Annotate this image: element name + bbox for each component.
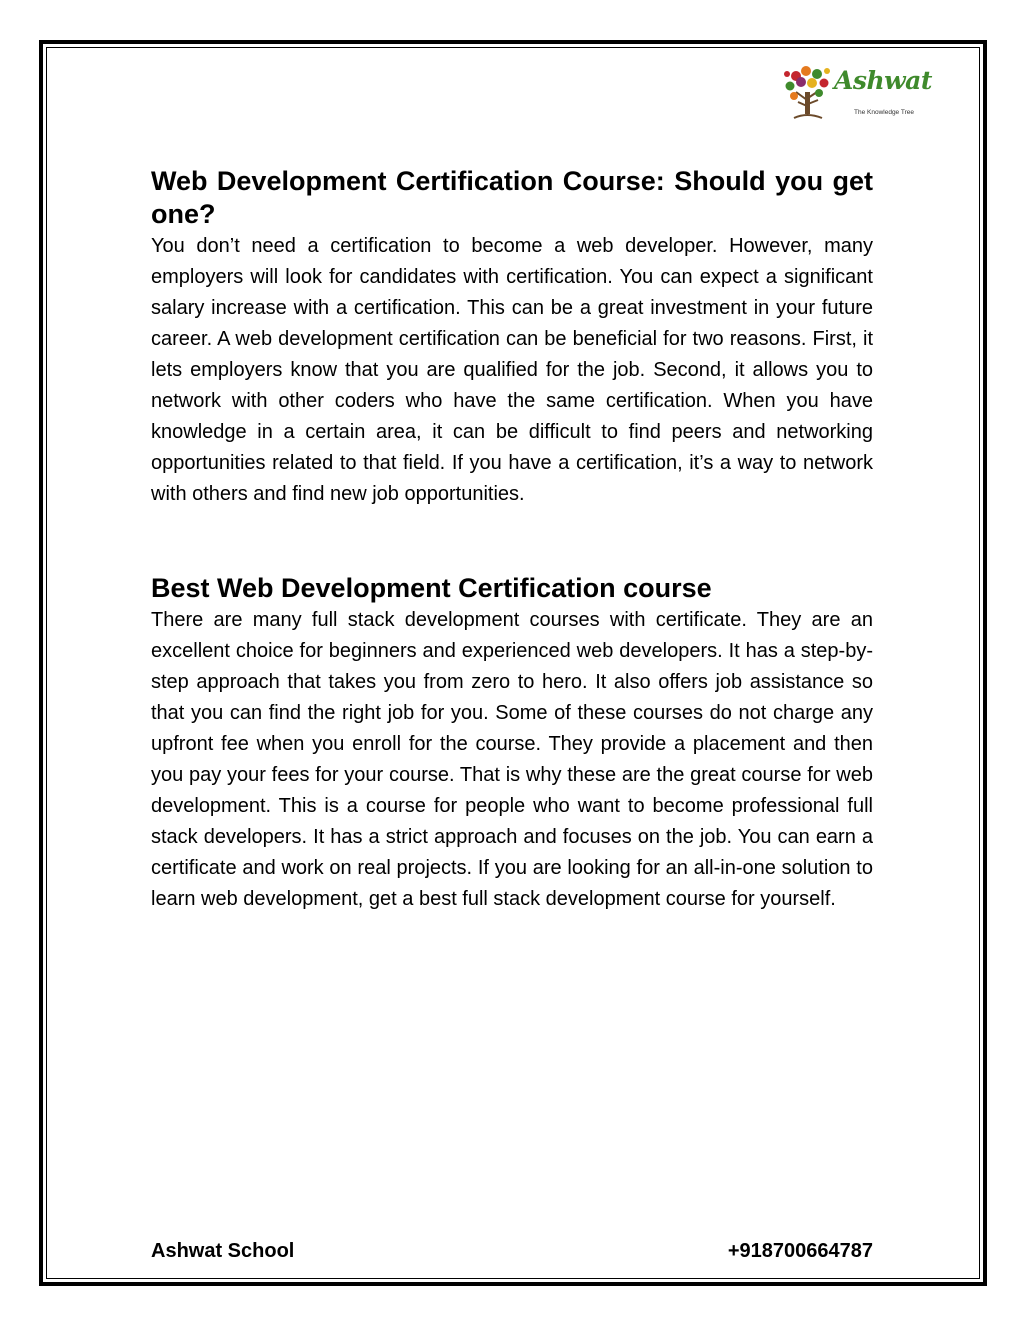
section-heading-certification: Web Development Certification Course: Should you get one?	[151, 166, 873, 229]
footer-phone: +918700664787	[727, 1240, 873, 1262]
footer-school-name: Ashwat School	[151, 1240, 295, 1262]
tree-icon	[782, 62, 834, 122]
logo-wordmark: Ashwat	[834, 66, 932, 95]
ashwat-logo	[782, 62, 932, 124]
document-content	[151, 165, 873, 915]
logo-tagline: The Knowledge Tree	[854, 109, 914, 116]
section-heading-best-course: Best Web Development Certification course	[151, 573, 712, 603]
section-body-best-course: There are many full stack development courses with certificate. They are an excellent choice for beginners and experienced web developers. It has a step-by-step approach that takes you from zero to hero. It also offers job assistance so that you can find the right job for you. Some of these courses do not charge any upfront fee when you enroll for the course. They provide a placement and then you pay your fees for your course. That is why these are the great course for web development. This is a course for people who want to become professional full stack developers. It has a strict approach and focuses on the job. You can earn a certificate and work on real projects. If you are looking for an all-in-one solution to learn web development, get a best full stack development course for yourself.	[151, 609, 873, 910]
section-body-certification: You don’t need a certification to become a web developer. However, many employers will look for candidates with certification. You can expect a significant salary increase with a certification. This can be a great investment in your future career. A web development certification can be beneficial for two reasons. First, it lets employers know that you are qualified for the job. Second, it allows you to network with other coders who have the same certification. When you have knowledge in a certain area, it can be difficult to find peers and networking opportunities related to that field. If you have a certification, it’s a way to network with others and find new job opportunities.	[151, 235, 873, 505]
